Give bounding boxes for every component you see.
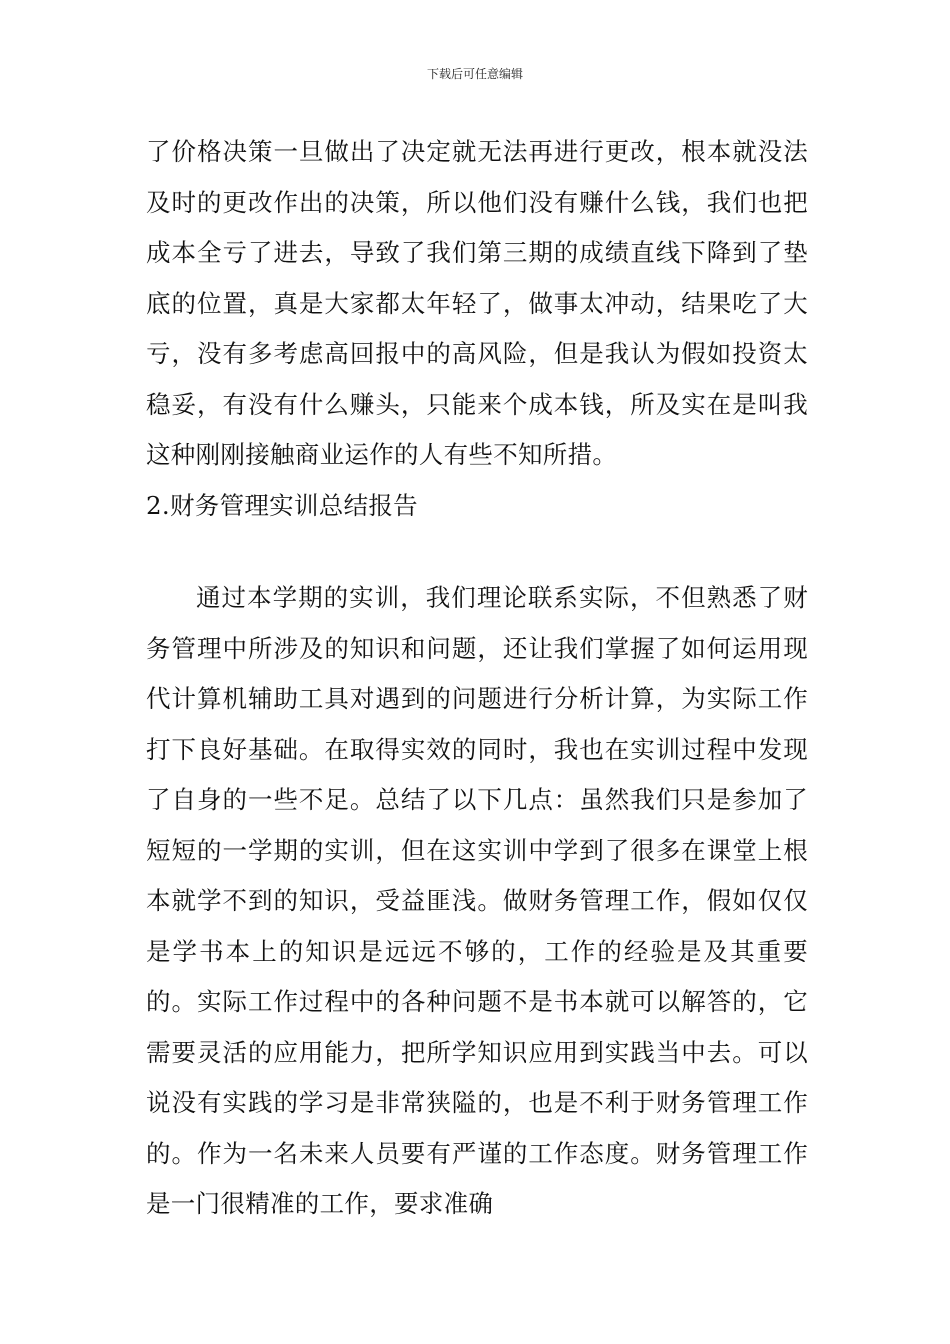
paragraph-summary: 通过本学期的实训，我们理论联系实际，不但熟悉了财务管理中所涉及的知识和问题，还让我们掌握了如何运用现代计算机辅助工具对遇到的问题进行分析计算，为实际工作打下良好基础。在取得实效的同时，我也在实训过程中发现了自身的一些不足。总结了以下几点：虽然我们只是参加了短短的一学期的实训，但在这实训中学到了很多在课堂上根本就学不到的知识，受益匪浅。做财务管理工作，假如仅仅是学书本上的知识是远远不够的，工作的经验是及其重要的。实际工作过程中的各种问题不是书本就可以解答的，它需要灵活的应用能力，把所学知识应用到实践当中去。可以说没有实践的学习是非常狭隘的，也是不利于财务管理工作的。作为一名未来人员要有严谨的工作态度。财务管理工作是一门很精准的工作，要求准确	[146, 583, 808, 1218]
paragraph-continued: 了价格决策一旦做出了决定就无法再进行更改，根本就没法及时的更改作出的决策，所以他们没有赚什么钱，我们也把成本全亏了进去，导致了我们第三期的成绩直线下降到了垫底的位置，真是大家都太年轻了，做事太冲动，结果吃了大亏，没有多考虑高回报中的高风险，但是我认为假如投资太稳妥，有没有什么赚头，只能来个成本钱，所及实在是叫我这种刚刚接触商业运作的人有些不知所措。	[146, 137, 808, 469]
page-header-note: 下载后可任意编辑	[426, 67, 523, 81]
content-block-top	[146, 127, 808, 531]
section-heading: 2.财务管理实训总结报告	[146, 490, 418, 520]
content-block-bottom	[146, 573, 808, 1230]
